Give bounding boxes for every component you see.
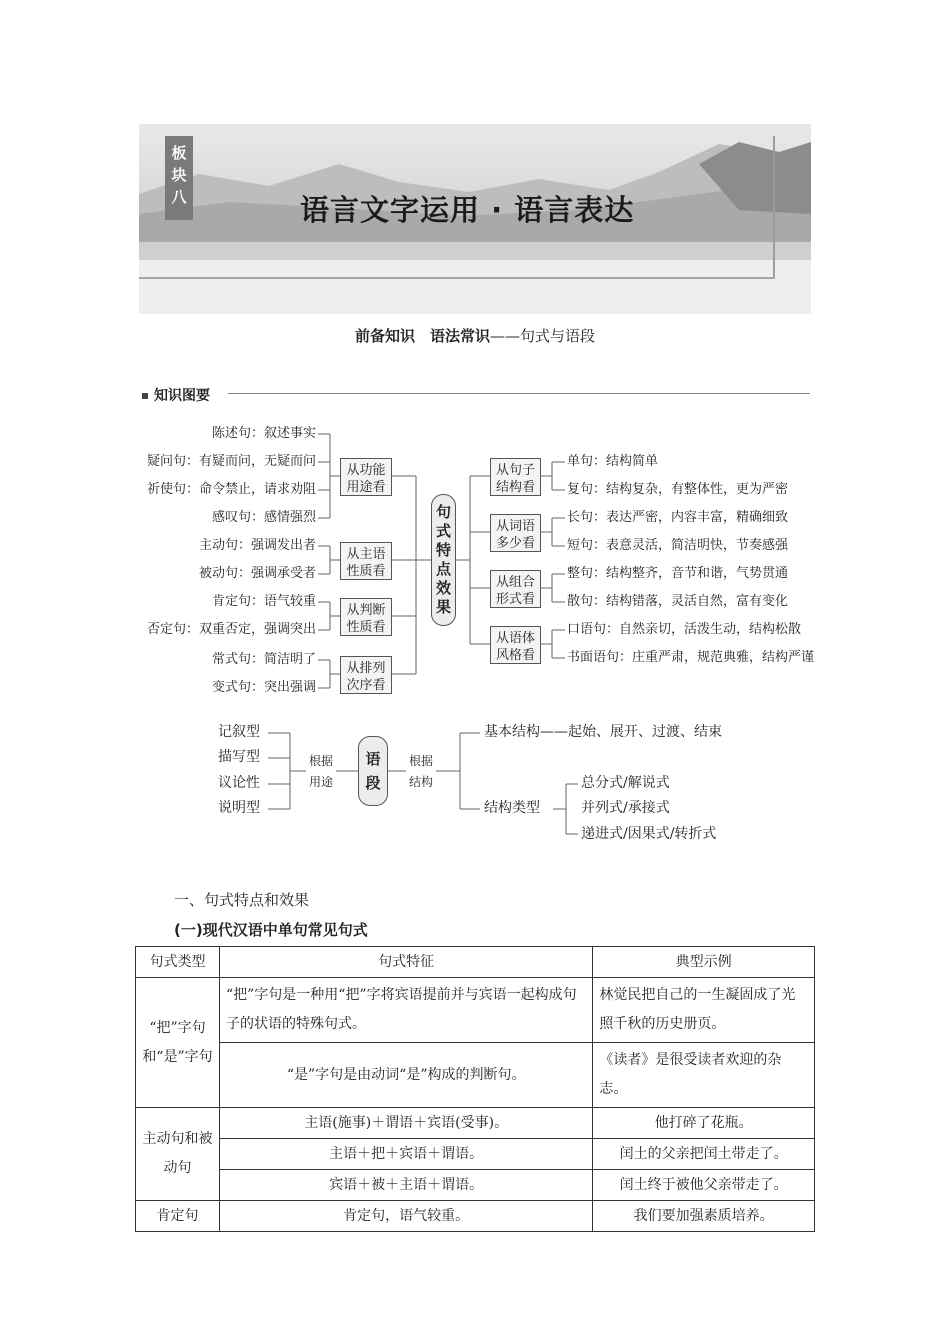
para-type: 描写型 (218, 749, 260, 765)
map-left-box: 从功能用途看 (340, 458, 392, 496)
map-right-item: 短句：表意灵活，简洁明快，节奏感强 (567, 538, 789, 553)
table-cell: 《读者》是很受读者欢迎的杂志。 (593, 1043, 815, 1108)
table-cell: “把”字句是一种用“把”字将宾语提前并与宾语一起构成句子的状语的特殊句式。 (219, 978, 592, 1043)
map-right-item: 长句：表达严密，内容丰富，精确细致 (567, 510, 789, 525)
section-label: 知识图要 (154, 388, 210, 404)
table-header: 句式类型 (136, 947, 220, 978)
subtitle-rest: ——句式与语段 (490, 327, 596, 345)
map-left-item: 感叹句：感情强烈 (211, 510, 316, 525)
para-center-node: 语段 (358, 736, 388, 806)
map-left-item: 祈使句：命令禁止，请求劝阻 (146, 482, 316, 497)
table-cell: 肯定句，语气较重。 (219, 1201, 592, 1232)
map-right-item: 复句：结构复杂，有整体性，更为严密 (567, 482, 789, 497)
map-right-item: 散句：结构错落，灵活自然，富有变化 (567, 594, 789, 609)
table-cell: 我们要加强素质培养。 (593, 1201, 815, 1232)
table-cell: 主语(施事)＋谓语＋宾语(受事)。 (219, 1108, 592, 1139)
table-header: 典型示例 (593, 947, 815, 978)
map-right-item: 整句：结构整齐，音节和谐，气势贯通 (567, 566, 789, 581)
table-row (136, 1043, 815, 1108)
table-group-label: 肯定句 (136, 1201, 220, 1232)
para-basic-structure: 基本结构——起始、展开、过渡、结束 (484, 724, 722, 740)
map-right-box: 从词语多少看 (490, 514, 541, 552)
map-left-box: 从主语性质看 (340, 542, 392, 580)
map-right-box: 从组合形式看 (490, 570, 541, 608)
para-use-label: 根据用途 (306, 751, 336, 793)
map-left-item: 常式句：简洁明了 (211, 652, 316, 667)
table-cell: 他打碎了花瓶。 (593, 1108, 815, 1139)
table-cell: 闰土的父亲把闰土带走了。 (593, 1139, 815, 1170)
map-left-item: 陈述句：叙述事实 (211, 426, 316, 441)
map-right-box: 从句子结构看 (490, 458, 541, 496)
block-tag: 板块八 (165, 136, 193, 220)
para-struct-label: 根据结构 (406, 751, 436, 793)
table-header: 句式特征 (219, 947, 592, 978)
table-group-label: 主动句和被动句 (136, 1108, 220, 1201)
table-row (136, 1201, 815, 1232)
table-row (136, 1108, 815, 1139)
map-left-item: 变式句：突出强调 (211, 680, 316, 695)
subsection-heading: (一)现代汉语中单句常见句式 (174, 921, 368, 939)
table-row (136, 1170, 815, 1201)
table-cell: 闰土终于被他父亲带走了。 (593, 1170, 815, 1201)
para-structure-type: 递进式/因果式/转折式 (581, 826, 717, 842)
para-structure-type: 总分式/解说式 (581, 775, 670, 791)
table-group-label: “把”字句和“是”字句 (136, 978, 220, 1108)
map-left-box: 从判断性质看 (340, 598, 392, 636)
para-type: 记叙型 (218, 724, 260, 740)
table-row (136, 978, 815, 1043)
map-right-item: 单句：结构简单 (567, 454, 659, 469)
para-structure-type: 并列式/承接式 (581, 800, 670, 816)
map-right-item: 口语句：自然亲切，活泼生动，结构松散 (567, 622, 802, 637)
table-cell: “是”字句是由动词“是”构成的判断句。 (219, 1043, 592, 1108)
map-left-item: 被动句：强调承受者 (198, 566, 316, 581)
map-right-item: 书面语句：庄重严肃，规范典雅，结构严谨 (567, 650, 815, 665)
map-left-item: 否定句：双重否定，强调突出 (146, 622, 316, 637)
table-row (136, 1139, 815, 1170)
para-type: 说明型 (218, 800, 260, 816)
para-type: 议论性 (218, 775, 260, 791)
map-left-box: 从排列次序看 (340, 656, 392, 694)
table-cell: 主语＋把＋宾语＋谓语。 (219, 1139, 592, 1170)
map-left-item: 主动句：强调发出者 (198, 538, 316, 553)
map-right-box: 从语体风格看 (490, 626, 541, 664)
subtitle-bold: 前备知识 语法常识 (354, 327, 490, 345)
map-left-item: 疑问句：有疑而问，无疑而问 (146, 454, 316, 469)
section-heading-1: 一、句式特点和效果 (174, 891, 310, 909)
table-cell: 宾语＋被＋主语＋谓语。 (219, 1170, 592, 1201)
banner-title: 语言文字运用 · 语言表达 (300, 193, 635, 227)
para-types-label: 结构类型 (484, 800, 540, 816)
sentence-types-table (135, 946, 815, 1232)
map-left-item: 肯定句：语气较重 (211, 594, 316, 609)
table-header-row (136, 947, 815, 978)
map-center-node: 句式特点效果 (431, 494, 456, 626)
table-cell: 林觉民把自己的一生凝固成了光照千秋的历史册页。 (593, 978, 815, 1043)
